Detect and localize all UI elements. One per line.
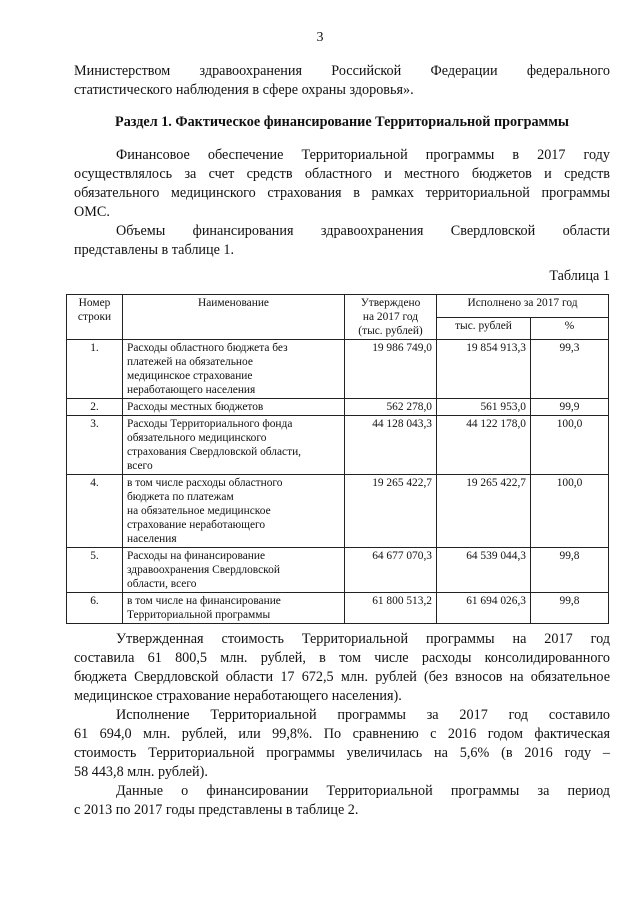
cell-name [123, 475, 345, 548]
cell-name-line: Территориальной программы [127, 609, 271, 621]
para4-line-2: 61 694,0 млн. рублей, или 99,8%. По сравнению с 2016 годом фактическая [74, 726, 610, 742]
cell-approved: 562 278,0 [345, 399, 437, 416]
paragraph-financing [74, 146, 610, 222]
cell-row-number: 4. [67, 475, 123, 548]
cell-percent: 99,8 [531, 593, 609, 624]
page-number: 3 [316, 30, 324, 45]
cell-name-line: обязательного медицинского [127, 432, 267, 444]
cell-row-number: 5. [67, 548, 123, 593]
intro-line-1: Министерством здравоохранения Российской Федерации федерального [74, 63, 610, 79]
cell-percent: 99,9 [531, 399, 609, 416]
header-executed: Исполнено за 2017 год [437, 295, 609, 318]
cell-name-line: здравоохранения Свердловской [127, 564, 280, 576]
cell-name [123, 548, 345, 593]
cell-percent: 99,3 [531, 340, 609, 399]
para3-line-2: составила 61 800,5 млн. рублей, в том числе расходы консолидированного [74, 650, 610, 666]
para4-line-3: стоимость Территориальной программы увеличилась на 5,6% (в 2016 году – [74, 745, 610, 761]
paragraph-execution [74, 706, 610, 782]
cell-name-line: области, всего [127, 578, 197, 590]
cell-name-line: в том числе расходы областного [127, 477, 283, 489]
financing-table [66, 294, 609, 624]
cell-percent: 100,0 [531, 416, 609, 475]
para1-line-1: Финансовое обеспечение Территориальной программы в 2017 году [116, 147, 610, 163]
cell-name-line: страхование неработающего [127, 519, 266, 531]
header-exec-thousand: тыс. рублей [437, 317, 531, 340]
cell-executed: 64 539 044,3 [437, 548, 531, 593]
para1-line-4: ОМС. [74, 204, 110, 220]
header-approved-l2: на 2017 год [362, 311, 419, 323]
table-caption: Таблица 1 [549, 268, 610, 284]
cell-approved: 61 800 513,2 [345, 593, 437, 624]
table-row [67, 475, 609, 548]
intro-paragraph [74, 62, 610, 100]
header-row-number-l1: Номер [78, 297, 111, 309]
header-approved-l3: (тыс. рублей) [358, 325, 423, 337]
para1-line-2: осуществлялось за счет средств областного и местного бюджетов и средств [74, 166, 610, 182]
cell-row-number: 6. [67, 593, 123, 624]
cell-executed: 19 265 422,7 [437, 475, 531, 548]
header-approved-l1: Утверждено [360, 297, 421, 309]
cell-name-line: страхования Свердловской области, [127, 446, 302, 458]
intro-line-2: статистического наблюдения в сфере охраны здоровья». [74, 82, 414, 98]
cell-approved: 19 265 422,7 [345, 475, 437, 548]
para3-line-3: бюджета Свердловской области 17 672,5 млн. рублей (без взносов на обязательное [74, 669, 610, 685]
table-row [67, 593, 609, 624]
cell-row-number: 2. [67, 399, 123, 416]
cell-name-line: Расходы местных бюджетов [127, 401, 264, 413]
cell-name-line: всего [127, 460, 153, 472]
para3-line-1: Утвержденная стоимость Территориальной программы на 2017 год [116, 631, 610, 647]
paragraph-volumes [74, 222, 610, 260]
paragraph-data [74, 782, 610, 820]
cell-percent: 99,8 [531, 548, 609, 593]
header-row-number-l2: строки [77, 311, 112, 323]
header-name: Наименование [123, 295, 345, 340]
cell-name-line: бюджета по платежам [127, 491, 234, 503]
section-heading: Раздел 1. Фактическое финансирование Территориальной программы [115, 114, 569, 130]
para5-line-2: с 2013 по 2017 годы представлены в таблице 2. [74, 802, 359, 818]
cell-executed: 561 953,0 [437, 399, 531, 416]
cell-executed: 44 122 178,0 [437, 416, 531, 475]
para4-line-1: Исполнение Территориальной программы за 2017 год составило [116, 707, 610, 723]
cell-name-line: Расходы Территориального фонда [127, 418, 293, 430]
para5-line-1: Данные о финансировании Территориальной программы за период [116, 783, 610, 799]
cell-row-number: 1. [67, 340, 123, 399]
cell-name [123, 593, 345, 624]
cell-approved: 44 128 043,3 [345, 416, 437, 475]
cell-name [123, 399, 345, 416]
cell-percent: 100,0 [531, 475, 609, 548]
cell-approved: 19 986 749,0 [345, 340, 437, 399]
header-row-number [67, 295, 123, 340]
table-row [67, 399, 609, 416]
table-row [67, 548, 609, 593]
header-approved [345, 295, 437, 340]
cell-name-line: Расходы на финансирование [127, 550, 266, 562]
para2-line-2: представлены в таблице 1. [74, 242, 235, 258]
table-row [67, 340, 609, 399]
cell-name [123, 340, 345, 399]
header-exec-percent: % [531, 317, 609, 340]
para2-line-1: Объемы финансирования здравоохранения Свердловской области [116, 223, 610, 239]
cell-name-line: на обязательное медицинское [127, 505, 271, 517]
cell-name-line: населения [127, 533, 177, 545]
table-body [67, 340, 609, 624]
cell-name-line: Расходы областного бюджета без [127, 342, 288, 354]
table-row [67, 416, 609, 475]
paragraph-cost [74, 630, 610, 706]
cell-name-line: в том числе на финансирование [127, 595, 281, 607]
cell-executed: 61 694 026,3 [437, 593, 531, 624]
cell-name-line: платежей на обязательное [127, 356, 253, 368]
para3-line-4: медицинское страхование неработающего населения). [74, 688, 402, 704]
cell-name [123, 416, 345, 475]
para4-line-4: 58 443,8 млн. рублей). [74, 764, 208, 780]
para1-line-3: обязательного медицинского страхования в рамках территориальной программы [74, 185, 610, 201]
cell-approved: 64 677 070,3 [345, 548, 437, 593]
cell-executed: 19 854 913,3 [437, 340, 531, 399]
cell-row-number: 3. [67, 416, 123, 475]
cell-name-line: неработающего населения [127, 384, 256, 396]
cell-name-line: медицинское страхование [127, 370, 253, 382]
